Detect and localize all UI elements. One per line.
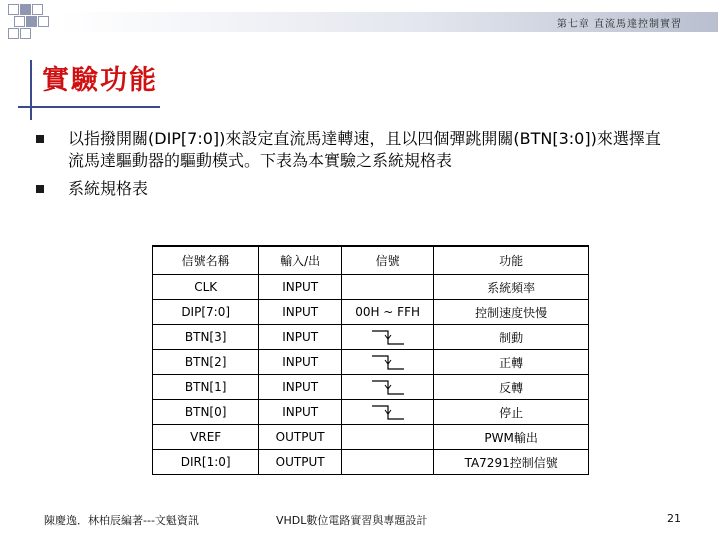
cell-io: INPUT — [259, 300, 342, 325]
table-row — [153, 325, 588, 350]
cell-name: BTN[3] — [184, 330, 227, 344]
spec-table — [153, 246, 588, 474]
decor-square — [20, 4, 31, 15]
decor-square — [14, 16, 25, 27]
decor-square — [8, 4, 19, 15]
table-row — [153, 425, 588, 450]
table-row — [153, 400, 588, 425]
corner-decoration — [0, 0, 60, 48]
cell-function: 制動 — [434, 325, 588, 350]
cell-signal — [341, 425, 433, 450]
col-header-io: 輸入/出 — [259, 247, 342, 275]
cell-function: 正轉 — [434, 350, 588, 375]
decor-square — [38, 16, 49, 27]
col-header-name: 信號名稱 — [181, 254, 230, 268]
cell-signal — [341, 400, 433, 425]
bullet-marker — [36, 135, 44, 143]
col-header-signal: 信號 — [341, 247, 433, 275]
page-title: 實驗功能 — [42, 65, 158, 96]
falling-edge-pulse-icon — [368, 402, 408, 422]
cell-name: BTN[0] — [184, 405, 227, 419]
decor-square — [8, 28, 19, 39]
cell-name: BTN[1] — [184, 380, 227, 394]
cell-signal — [341, 450, 433, 475]
table-row — [153, 300, 588, 325]
falling-edge-pulse-icon — [368, 377, 408, 397]
cell-function: 反轉 — [434, 375, 588, 400]
decor-square — [32, 4, 43, 15]
table-row — [153, 375, 588, 400]
cell-io: INPUT — [259, 325, 342, 350]
cell-name: DIP[7:0] — [181, 305, 231, 319]
cell-function: 停止 — [434, 400, 588, 425]
cell-function: TA7291控制信號 — [434, 450, 588, 475]
table-row — [153, 350, 588, 375]
bullet-marker — [36, 185, 44, 193]
falling-edge-pulse-icon — [368, 352, 408, 372]
cell-name: DIR[1:0] — [180, 455, 231, 469]
decor-square — [20, 28, 31, 39]
cell-io: INPUT — [259, 350, 342, 375]
falling-edge-pulse-icon — [368, 327, 408, 347]
bullet-item — [36, 178, 676, 200]
title-vertical-rule — [30, 60, 32, 120]
col-header-function: 功能 — [434, 247, 588, 275]
cell-signal: 00H ~ FFH — [341, 300, 433, 325]
cell-function: PWM輸出 — [434, 425, 588, 450]
table-header-row — [153, 247, 588, 275]
cell-function: 系統頻率 — [434, 275, 588, 300]
table-row — [153, 275, 588, 300]
cell-signal — [341, 350, 433, 375]
cell-name: BTN[2] — [184, 355, 227, 369]
bullet-list — [36, 128, 676, 206]
cell-name: CLK — [194, 280, 218, 294]
bullet-text: 以指撥開關(DIP[7:0])來設定直流馬達轉速，且以四個彈跳開關(BTN[3:0])來選擇直流馬達驅動器的驅動模式。下表為本實驗之系統規格表 — [68, 129, 661, 170]
cell-io: OUTPUT — [259, 450, 342, 475]
decor-square — [26, 16, 37, 27]
page-number: 21 — [667, 512, 681, 525]
title-horizontal-rule — [18, 106, 160, 108]
cell-io: INPUT — [259, 400, 342, 425]
cell-io: OUTPUT — [259, 425, 342, 450]
cell-signal — [341, 325, 433, 350]
cell-signal — [341, 375, 433, 400]
footer-book-title: VHDL數位電路實習與專題設計 — [276, 514, 428, 527]
cell-signal — [341, 275, 433, 300]
cell-io: INPUT — [259, 375, 342, 400]
cell-function: 控制速度快慢 — [434, 300, 588, 325]
cell-name: VREF — [190, 430, 222, 444]
bullet-item — [36, 128, 676, 172]
table-row — [153, 450, 588, 475]
footer-authors: 陳慶逸．林柏辰編著---文魁資訊 — [44, 514, 199, 527]
cell-io: INPUT — [259, 275, 342, 300]
chapter-header: 第七章 直流馬達控制實習 — [556, 19, 682, 30]
bullet-text: 系統規格表 — [68, 179, 149, 198]
